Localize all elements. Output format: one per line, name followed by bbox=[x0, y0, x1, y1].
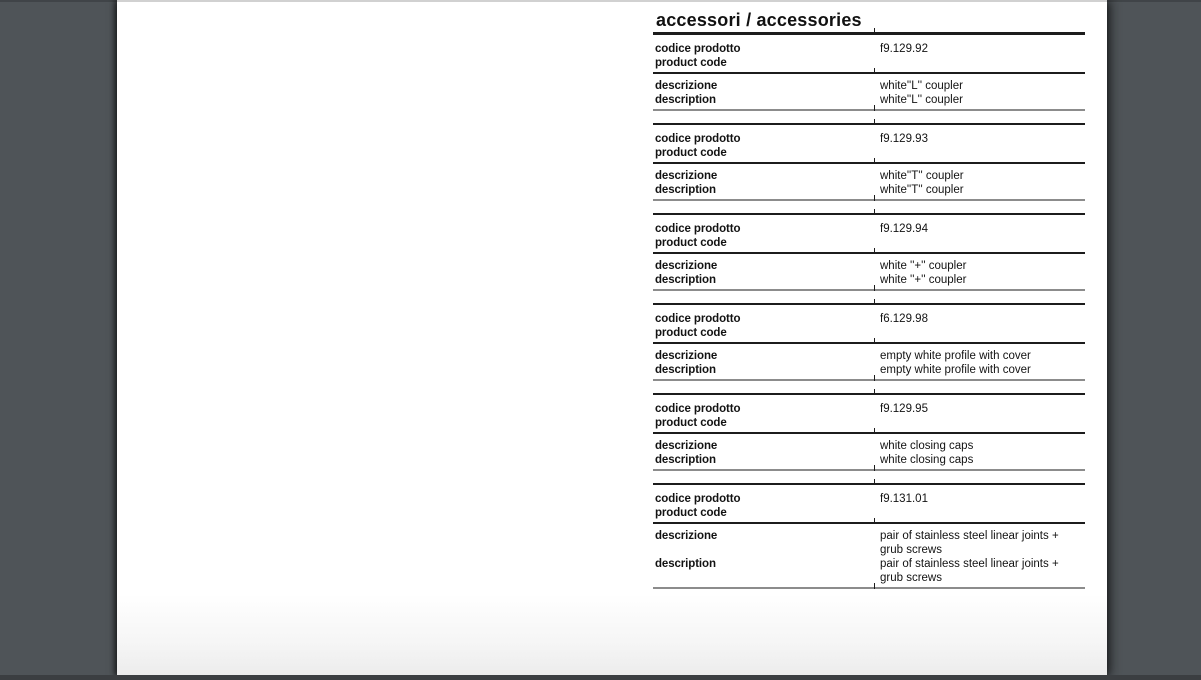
description-subrow-english bbox=[653, 273, 1085, 287]
product-code-row bbox=[653, 35, 1085, 72]
description-value-english: empty white profile with cover bbox=[880, 364, 1031, 376]
row-divider-rule bbox=[653, 522, 1085, 524]
desc-label-english: description bbox=[655, 454, 716, 466]
row-divider-rule bbox=[653, 72, 1085, 74]
desc-label-italian: descrizione bbox=[655, 170, 718, 182]
column-divider-tick bbox=[874, 479, 875, 485]
product-code-value: f9.129.95 bbox=[880, 403, 928, 415]
section-top-rule bbox=[653, 213, 1085, 215]
column-divider-tick bbox=[874, 428, 875, 434]
section-top-rule bbox=[653, 483, 1085, 485]
row-divider-rule bbox=[653, 432, 1085, 434]
column-divider-tick bbox=[874, 299, 875, 305]
code-label-english: product code bbox=[655, 327, 727, 339]
product-code-value: f9.131.01 bbox=[880, 493, 928, 505]
product-section bbox=[653, 213, 1085, 291]
column-divider-tick bbox=[874, 375, 875, 381]
section-bottom-rule bbox=[653, 469, 1085, 471]
section-top-rule bbox=[653, 393, 1085, 395]
description-value-english: white closing caps bbox=[880, 454, 974, 466]
column-divider-tick bbox=[874, 583, 875, 589]
desc-label-english: description bbox=[655, 558, 716, 570]
product-code-row bbox=[653, 305, 1085, 342]
description-subrow-italian bbox=[653, 259, 1085, 273]
section-top-rule bbox=[653, 303, 1085, 305]
code-label-column bbox=[653, 312, 874, 340]
description-value-italian: pair of stainless steel linear joints + grub screws bbox=[880, 530, 1059, 556]
product-code-value: f9.129.93 bbox=[880, 133, 928, 145]
description-value-english: white ''+'' coupler bbox=[880, 274, 967, 286]
product-code-row bbox=[653, 485, 1085, 522]
desc-label-italian: descrizione bbox=[655, 350, 718, 362]
desc-label-english: description bbox=[655, 364, 716, 376]
column-divider-tick bbox=[874, 389, 875, 395]
description-value-italian: white ''+'' coupler bbox=[880, 260, 967, 272]
code-label-english: product code bbox=[655, 147, 727, 159]
description-subrow-english bbox=[653, 557, 1085, 585]
code-label-english: product code bbox=[655, 57, 727, 69]
product-code-row bbox=[653, 125, 1085, 162]
product-code-row bbox=[653, 395, 1085, 432]
product-code-row bbox=[653, 215, 1085, 252]
code-label-italian: codice prodotto bbox=[655, 133, 741, 145]
description-subrow-english bbox=[653, 453, 1085, 467]
product-code-value: f9.129.94 bbox=[880, 223, 928, 235]
description-subrow-italian bbox=[653, 169, 1085, 183]
description-value-italian: white closing caps bbox=[880, 440, 974, 452]
section-bottom-rule bbox=[653, 587, 1085, 589]
row-divider-rule bbox=[653, 162, 1085, 164]
row-divider-rule bbox=[653, 252, 1085, 254]
product-list bbox=[653, 32, 1085, 589]
description-value-italian: white''L'' coupler bbox=[880, 80, 963, 92]
product-code-value: f9.129.92 bbox=[880, 43, 928, 55]
column-divider-tick bbox=[874, 465, 875, 471]
column-divider-tick bbox=[874, 119, 875, 125]
product-section bbox=[653, 303, 1085, 381]
column-divider-tick bbox=[874, 68, 875, 74]
code-label-italian: codice prodotto bbox=[655, 313, 741, 325]
description-value-english: white''T'' coupler bbox=[880, 184, 964, 196]
description-row bbox=[653, 524, 1085, 587]
column-divider-tick bbox=[874, 28, 875, 34]
page-title: accessori / accessories bbox=[656, 10, 862, 30]
description-subrow-english bbox=[653, 93, 1085, 107]
section-top-rule bbox=[653, 123, 1085, 125]
viewer-top-shadow bbox=[0, 0, 1201, 2]
description-row bbox=[653, 254, 1085, 289]
code-label-column bbox=[653, 492, 874, 520]
viewer-bottom-bar bbox=[0, 675, 1201, 680]
column-divider-tick bbox=[874, 518, 875, 524]
accessories-table bbox=[653, 10, 1085, 589]
product-section bbox=[653, 123, 1085, 201]
desc-label-italian: descrizione bbox=[655, 440, 718, 452]
product-code-value: f6.129.98 bbox=[880, 313, 928, 325]
description-subrow-italian bbox=[653, 439, 1085, 453]
desc-label-english: description bbox=[655, 94, 716, 106]
section-bottom-rule bbox=[653, 379, 1085, 381]
description-value-italian: empty white profile with cover bbox=[880, 350, 1031, 362]
column-divider-tick bbox=[874, 285, 875, 291]
code-label-english: product code bbox=[655, 417, 727, 429]
section-bottom-rule bbox=[653, 199, 1085, 201]
product-section bbox=[653, 393, 1085, 471]
code-label-italian: codice prodotto bbox=[655, 223, 741, 235]
column-divider-tick bbox=[874, 158, 875, 164]
column-divider-tick bbox=[874, 338, 875, 344]
desc-label-italian: descrizione bbox=[655, 260, 718, 272]
section-bottom-rule bbox=[653, 109, 1085, 111]
code-label-column bbox=[653, 222, 874, 250]
code-label-column bbox=[653, 42, 874, 70]
code-label-italian: codice prodotto bbox=[655, 43, 741, 55]
description-subrow-italian bbox=[653, 79, 1085, 93]
desc-label-italian: descrizione bbox=[655, 530, 718, 542]
code-label-english: product code bbox=[655, 237, 727, 249]
desc-label-english: description bbox=[655, 184, 716, 196]
product-section bbox=[653, 483, 1085, 589]
column-divider-tick bbox=[874, 248, 875, 254]
description-row bbox=[653, 74, 1085, 109]
section-bottom-rule bbox=[653, 289, 1085, 291]
desc-label-english: description bbox=[655, 274, 716, 286]
desc-label-italian: descrizione bbox=[655, 80, 718, 92]
column-divider-tick bbox=[874, 195, 875, 201]
code-label-english: product code bbox=[655, 507, 727, 519]
column-divider-tick bbox=[874, 209, 875, 215]
document-page bbox=[117, 0, 1107, 675]
code-label-italian: codice prodotto bbox=[655, 493, 741, 505]
code-label-column bbox=[653, 132, 874, 160]
product-section bbox=[653, 32, 1085, 111]
row-divider-rule bbox=[653, 342, 1085, 344]
description-row bbox=[653, 164, 1085, 199]
description-row bbox=[653, 344, 1085, 379]
description-value-italian: white''T'' coupler bbox=[880, 170, 964, 182]
description-row bbox=[653, 434, 1085, 469]
description-subrow-english bbox=[653, 183, 1085, 197]
description-subrow-italian bbox=[653, 349, 1085, 363]
code-label-column bbox=[653, 402, 874, 430]
code-label-italian: codice prodotto bbox=[655, 403, 741, 415]
description-subrow-english bbox=[653, 363, 1085, 377]
column-divider-tick bbox=[874, 105, 875, 111]
description-value-english: white''L'' coupler bbox=[880, 94, 963, 106]
description-value-english: pair of stainless steel linear joints + grub screws bbox=[880, 558, 1059, 584]
section-top-rule bbox=[653, 32, 1085, 35]
description-subrow-italian bbox=[653, 529, 1085, 557]
